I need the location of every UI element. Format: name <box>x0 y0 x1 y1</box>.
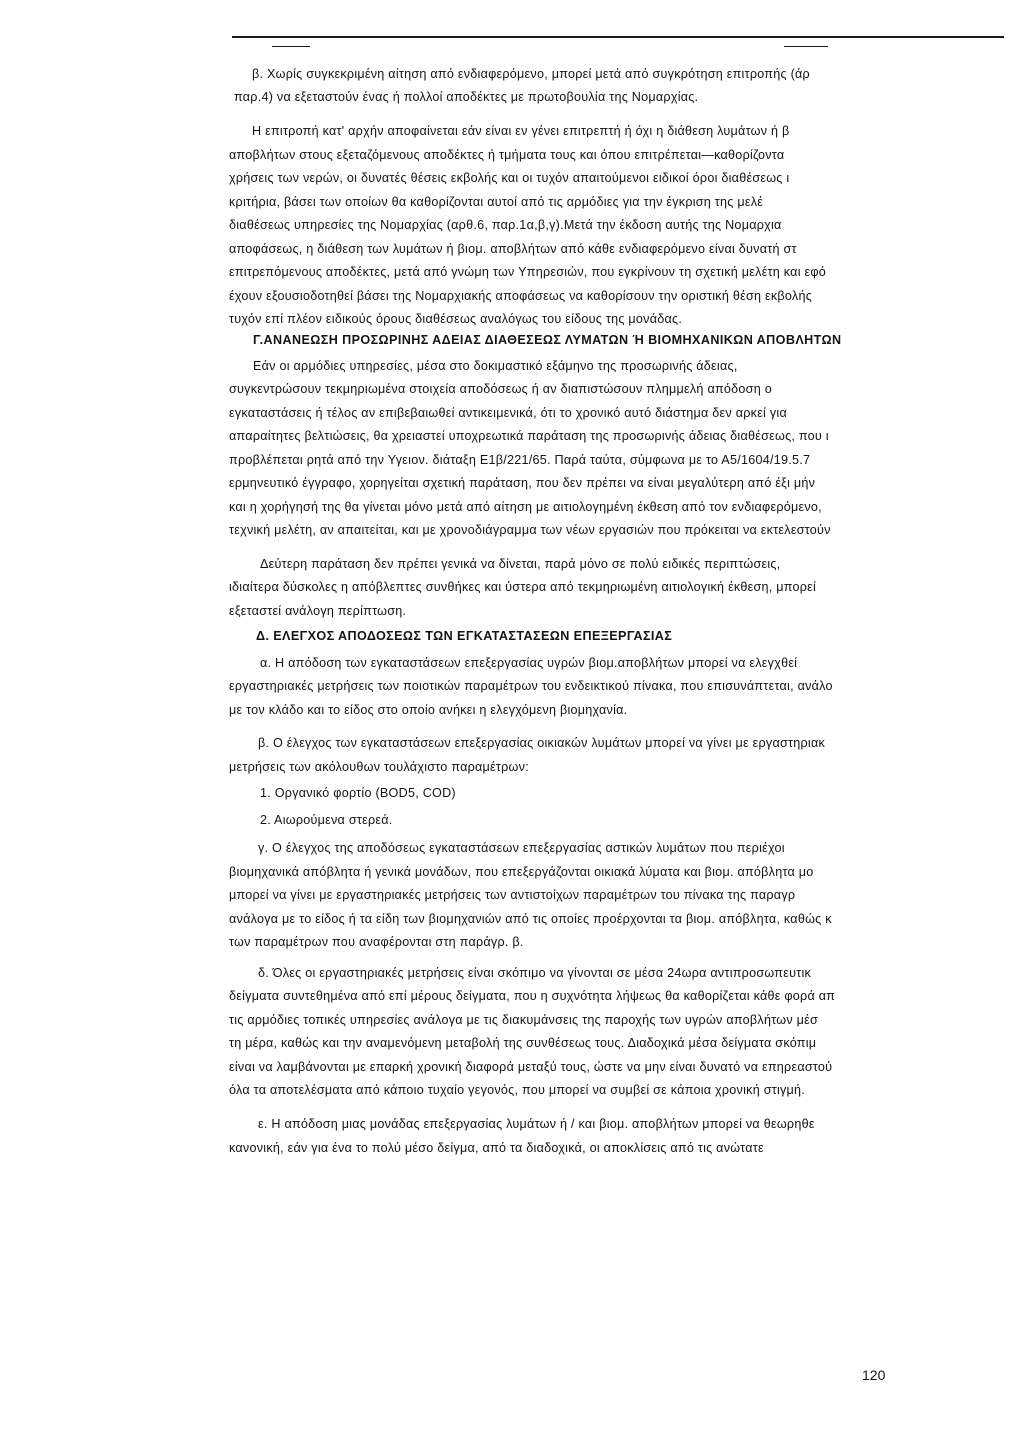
text-line: όλα τα αποτελέσματα από κάποιο τυχαίο γεγονός, που μπορεί να συμβεί σε κάποια χρονική στιγμή. <box>229 1083 806 1097</box>
text-line: γ. Ο έλεγχος της αποδόσεως εγκαταστάσεων επεξεργασίας αστικών λυμάτων που περιέχοι <box>258 841 785 855</box>
text-line: β. Ο έλεγχος των εγκαταστάσεων επεξεργασίας οικιακών λυμάτων μπορεί να γίνει με εργαστηριακ <box>258 736 826 750</box>
text-line: ιδιαίτερα δύσκολες η απόβλεπτες συνθήκες και ύστερα από τεκμηριωμένη αιτιολογική έκθεση, μπορεί <box>229 580 817 594</box>
list-item: 1. Οργανικό φορτίο (BOD5, COD) <box>260 786 456 800</box>
text-line: με τον κλάδο και το είδος στο οποίο ανήκει η ελεγχόμενη βιομηχανία. <box>229 703 628 717</box>
text-line: βιομηχανικά απόβλητα ή γενικά μονάδων, που επεξεργάζονται οικιακά λύματα και βιομ. απόβλητα μο <box>229 865 814 879</box>
text-line: και η χορήγησή της θα γίνεται μόνο μετά από αίτηση με αιτιολογημένη έκθεση από τον ενδιαφερόμενο, <box>229 500 822 514</box>
text-line: μπορεί να γίνει με εργαστηριακές μετρήσεις των αντιστοίχων παραμέτρων του πίνακα της παραγρ <box>229 888 796 902</box>
top-rule-short-right <box>784 46 828 47</box>
text-line: ερμηνευτικό έγγραφο, χορηγείται σχετική παράταση, που δεν πρέπει να είναι μεγαλύτερη από έξι μήν <box>229 476 816 490</box>
text-line: προβλέπεται ρητά από την Υγειον. διάταξη Ε1β/221/65. Παρά ταύτα, σύμφωνα με το Α5/1604/19.5.7 <box>229 453 811 467</box>
list-item: 2. Αιωρούμενα στερεά. <box>260 813 393 827</box>
text-line: τυχόν επί πλέον ειδικούς όρους διαθέσεως αναλόγως του είδους της μονάδας. <box>229 312 683 326</box>
text-line: αποφάσεως, η διάθεση των λυμάτων ή βιομ. αποβλήτων από κάθε ενδιαφερόμενο είναι δυνατή στ <box>229 242 797 256</box>
text-line: είναι να λαμβάνονται με επαρκή χρονική διαφορά μεταξύ τους, ώστε να μην είναι δυνατό να επηρεαστού <box>229 1060 833 1074</box>
text-line: εργαστηριακές μετρήσεις των ποιοτικών παραμέτρων του ενδεικτικού πίνακα, που επισυνάπτεται, ανάλο <box>229 679 833 693</box>
top-rule-long <box>232 36 1004 38</box>
text-line: των παραμέτρων που αναφέρονται στη παράγρ. β. <box>229 935 524 949</box>
text-line: κριτήρια, βάσει των οποίων θα καθορίζονται αυτοί από τις αρμόδιες για την έγκριση της μελέ <box>229 195 764 209</box>
section-heading-g: Γ.ΑΝΑΝΕΩΣΗ ΠΡΟΣΩΡΙΝΗΣ ΑΔΕΙΑΣ ΔΙΑΘΕΣΕΩΣ ΛΥΜΑΤΩΝ Ή ΒΙΟΜΗΧΑΝΙΚΩΝ ΑΠΟΒΛΗΤΩΝ <box>253 333 842 347</box>
text-line: Η επιτροπή κατ' αρχήν αποφαίνεται εάν είναι εν γένει επιτρεπτή ή όχι η διάθεση λυμάτων ή β <box>252 124 790 138</box>
text-line: διαθέσεως υπηρεσίες της Νομαρχίας (αρθ.6, παρ.1α,β,γ).Μετά την έκδοση αυτής της Νομαρχια <box>229 218 782 232</box>
text-line: ανάλογα με το είδος ή τα είδη των βιομηχανιών από τις οποίες προέρχονται τα βιομ. απόβλητα, καθώς κ <box>229 912 832 926</box>
text-line: συγκεντρώσουν τεκμηριωμένα στοιχεία αποδόσεως ή αν διαπιστώσουν πλημμελή απόδοση ο <box>229 382 772 396</box>
text-line: παρ.4) να εξεταστούν ένας ή πολλοί αποδέκτες με πρωτοβουλία της Νομαρχίας. <box>234 90 699 104</box>
text-line: επιτρεπόμενους αποδέκτες, μετά από γνώμη των Υπηρεσιών, που εγκρίνουν τη σχετική μελέτη και εφό <box>229 265 827 279</box>
text-line: δ. Όλες οι εργαστηριακές μετρήσεις είναι σκόπιμο να γίνονται σε μέσα 24ωρα αντιπροσωπευτικ <box>258 966 812 980</box>
text-line: ε. Η απόδοση μιας μονάδας επεξεργασίας λυμάτων ή / και βιομ. αποβλήτων μπορεί να θεωρηθε <box>258 1117 815 1131</box>
text-line: τεχνική μελέτη, αν απαιτείται, και με χρονοδιάγραμμα των νέων εργασιών που πρόκειται να εκτελεστούν <box>229 523 831 537</box>
text-line: εξεταστεί ανάλογη περίπτωση. <box>229 604 407 618</box>
top-rule-short-left <box>272 46 310 47</box>
text-line: κανονική, εάν για ένα το πολύ μέσο δείγμα, από τα διαδοχικά, οι αποκλίσεις από τις ανώτατε <box>229 1141 764 1155</box>
text-line: χρήσεις των νερών, οι δυνατές θέσεις εκβολής και οι τυχόν απαιτούμενοι ειδικοί όροι διαθέσεως ι <box>229 171 790 185</box>
text-line: αποβλήτων στους εξεταζόμενους αποδέκτες ή τμήματα τους και όπου επιτρέπεται—καθορίζοντα <box>229 148 785 162</box>
text-line: τις αρμόδιες τοπικές υπηρεσίες ανάλογα με τις διακυμάνσεις της παροχής των υγρών αποβλήτων μέσ <box>229 1013 819 1027</box>
page-number: 120 <box>862 1367 886 1383</box>
text-line: Δεύτερη παράταση δεν πρέπει γενικά να δίνεται, παρά μόνο σε πολύ ειδικές περιπτώσεις, <box>260 557 781 571</box>
text-line: εγκαταστάσεις ή τέλος αν επιβεβαιωθεί αντικειμενικά, ότι το χρονικό αυτό διάστημα δεν αρκεί για <box>229 406 787 420</box>
section-heading-d: Δ. ΕΛΕΓΧΟΣ ΑΠΟΔΟΣΕΩΣ ΤΩΝ ΕΓΚΑΤΑΣΤΑΣΕΩΝ ΕΠΕΞΕΡΓΑΣΙΑΣ <box>256 629 673 643</box>
text-line: δείγματα συντεθημένα από επί μέρους δείγματα, που η συχνότητα λήψεως θα καθορίζεται κάθε φορά απ <box>229 989 836 1003</box>
text-line: τη μέρα, καθώς και την αναμενόμενη μεταβολή της συνθέσεως τους. Διαδοχικά μέσα δείγματα σκόπιμ <box>229 1036 817 1050</box>
text-line: απαραίτητες βελτιώσεις, θα χρειαστεί υποχρεωτικά παράταση της προσωρινής άδειας διαθέσεως, που ι <box>229 429 829 443</box>
text-line: μετρήσεις των ακόλουθων τουλάχιστο παραμέτρων: <box>229 760 529 774</box>
text-line: έχουν εξουσιοδοτηθεί βάσει της Νομαρχιακής αποφάσεως να καθορίσουν την οριστική θέση εκβολής <box>229 289 813 303</box>
text-line: β. Χωρίς συγκεκριμένη αίτηση από ενδιαφερόμενο, μπορεί μετά από συγκρότηση επιτροπής (άρ <box>252 67 810 81</box>
text-line: Εάν οι αρμόδιες υπηρεσίες, μέσα στο δοκιμαστικό εξάμηνο της προσωρινής άδειας, <box>253 359 738 373</box>
text-line: α. Η απόδοση των εγκαταστάσεων επεξεργασίας υγρών βιομ.αποβλήτων μπορεί να ελεγχθεί <box>260 656 798 670</box>
